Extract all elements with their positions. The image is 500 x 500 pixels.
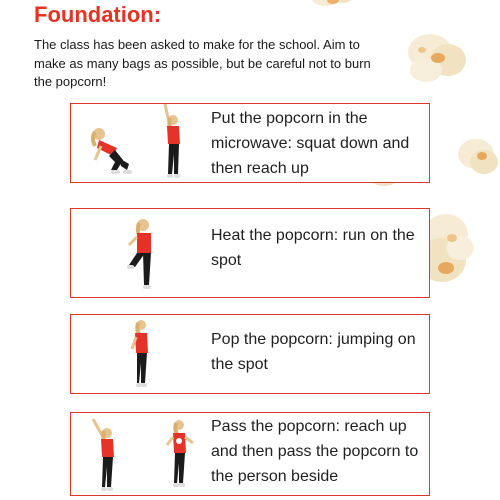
activity-card-pass — [70, 412, 430, 496]
running-person-icon — [123, 215, 163, 295]
card-text-pass: Pass the popcorn: reach up and then pass the popcorn to the person beside — [211, 418, 419, 485]
popcorn-3-icon — [454, 132, 500, 182]
reaching-up-person-icon — [89, 415, 123, 493]
activity-card-heat — [70, 208, 430, 298]
activity-card-microwave — [70, 103, 430, 183]
card-text-microwave: Put the popcorn in the microwave: squat down and then reach up — [211, 110, 410, 177]
jumping-person-icon — [127, 317, 157, 393]
card-text-heat: Heat the popcorn: run on the spot — [211, 227, 415, 269]
activity-card-pop — [70, 314, 430, 394]
squatting-person-icon — [89, 124, 139, 178]
card-text-pop: Pop the popcorn: jumping on the spot — [211, 331, 416, 373]
intro-text: The class has been asked to make for the school. Aim to make as many bags as possible, but be careful not to burn the popcorn! — [34, 37, 371, 89]
page-title: Foundation: — [34, 2, 162, 27]
popcorn-1-icon — [400, 22, 475, 92]
passing-person-icon — [163, 415, 197, 493]
reaching-up-person-icon — [159, 104, 189, 182]
popcorn-top-icon — [305, 0, 365, 10]
